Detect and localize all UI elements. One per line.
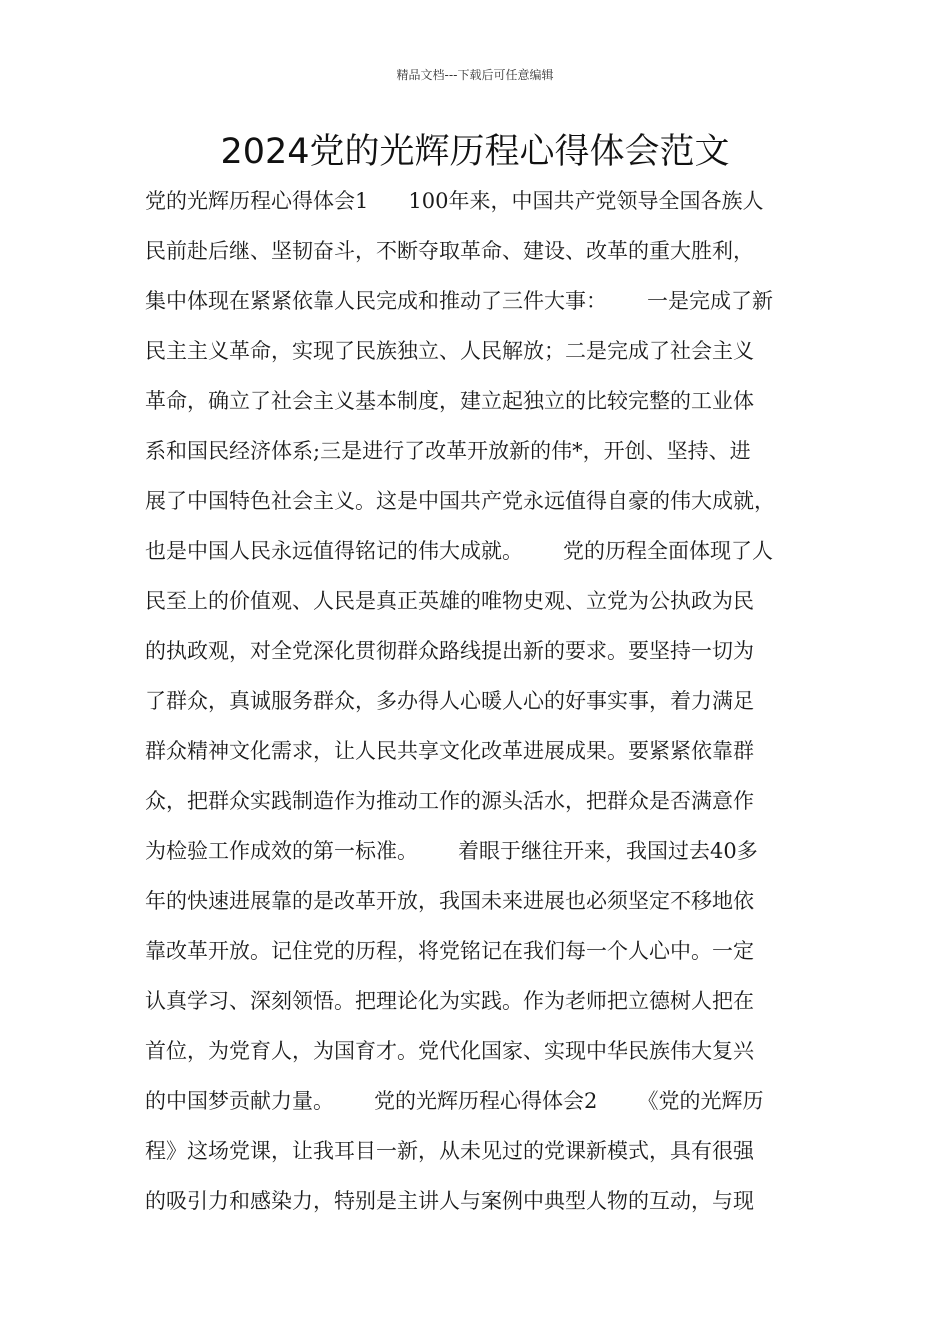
body-line: 系和国民经济体系;三是进行了改革开放新的伟*，开创、坚持、进: [145, 439, 751, 463]
body-line: 众，把群众实践制造作为推动工作的源头活水，把群众是否满意作: [145, 789, 754, 813]
page-header: 精品文档---下载后可任意编辑: [396, 68, 554, 82]
body-line: 认真学习、深刻领悟。把理论化为实践。作为老师把立德树人把在: [145, 989, 754, 1013]
body-line: 也是中国人民永远值得铭记的伟大成就。 党的历程全面体现了人: [145, 539, 774, 563]
document-title: 2024党的光辉历程心得体会范文: [220, 132, 730, 172]
body-line: 的中国梦贡献力量。 党的光辉历程心得体会2 《党的光辉历: [145, 1089, 764, 1113]
body-line: 了群众，真诚服务群众，多办得人心暖人心的好事实事，着力满足: [145, 689, 754, 713]
body-line: 群众精神文化需求，让人民共享文化改革进展成果。要紧紧依靠群: [145, 739, 754, 763]
body-line: 民前赴后继、坚韧奋斗，不断夺取革命、建设、改革的重大胜利，: [145, 239, 754, 263]
body-line: 展了中国特色社会主义。这是中国共产党永远值得自豪的伟大成就，: [145, 489, 775, 513]
body-line: 为检验工作成效的第一标准。 着眼于继往开来，我国过去40多: [145, 839, 758, 863]
body-line: 程》这场党课，让我耳目一新，从未见过的党课新模式，具有很强: [145, 1139, 754, 1163]
body-line: 靠改革开放。记住党的历程，将党铭记在我们每一个人心中。一定: [145, 939, 754, 963]
body-line: 民主主义革命，实现了民族独立、人民解放；二是完成了社会主义: [145, 339, 754, 363]
body-line: 的执政观，对全党深化贯彻群众路线提出新的要求。要坚持一切为: [145, 639, 754, 663]
body-line: 年的快速进展靠的是改革开放，我国未来进展也必须坚定不移地依: [145, 889, 754, 913]
body-line: 党的光辉历程心得体会1 100年来，中国共产党领导全国各族人: [145, 189, 764, 213]
body-line: 民至上的价值观、人民是真正英雄的唯物史观、立党为公执政为民: [145, 589, 754, 613]
body-line: 的吸引力和感染力，特别是主讲人与案例中典型人物的互动，与现: [145, 1189, 754, 1213]
body-line: 革命，确立了社会主义基本制度，建立起独立的比较完整的工业体: [145, 389, 754, 413]
body-line: 集中体现在紧紧依靠人民完成和推动了三件大事： 一是完成了新: [145, 289, 774, 313]
body-line: 首位，为党育人，为国育才。党代化国家、实现中华民族伟大复兴: [145, 1039, 754, 1063]
